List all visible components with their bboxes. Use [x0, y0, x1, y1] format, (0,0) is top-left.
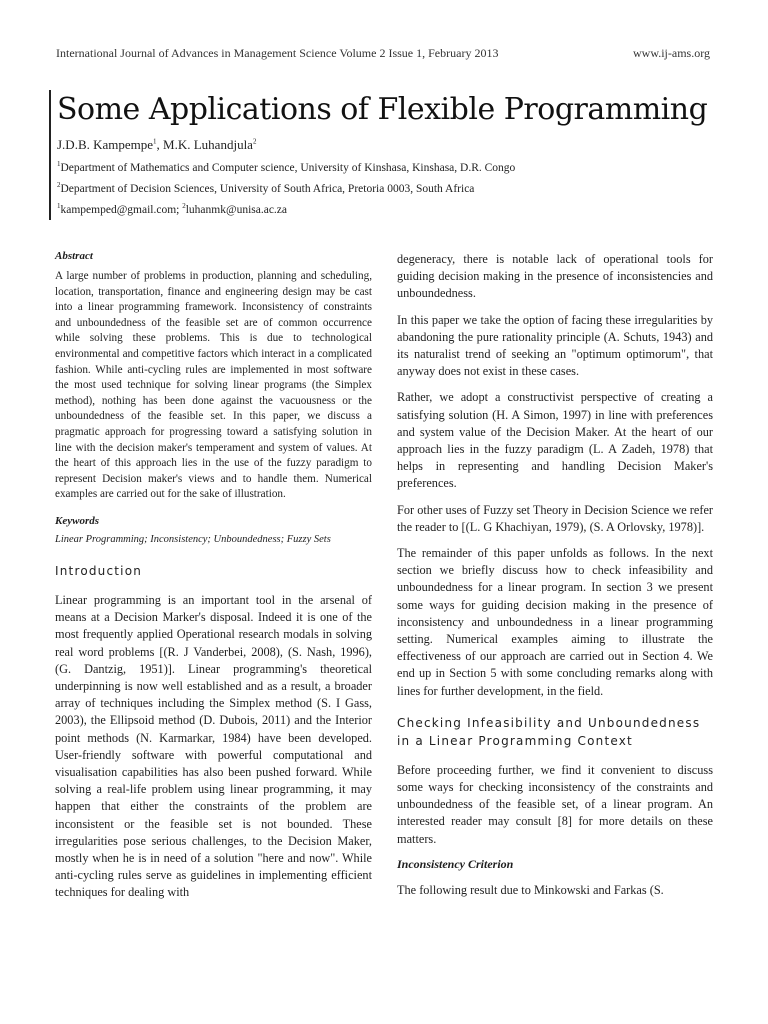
- abstract-text: A large number of problems in production, planning and scheduling, location, transportation, finance and engineering design may be cast into a linear programming framework. Inconsistency of constraints and unboundedness of the feasible set are of common occurrence while solving these problems. This is due to technological environmental and competitive factors which interact in a complicated fashion. While anti-cycling rules are implemented in most software the most used technique for solving linear programs (the Simplex method), nothing has been done against the vacuousness or the unboundedness of the feasible set. In this paper, we discuss a pragmatic approach for progressing toward a satisfying solution in line with the decision maker's temperament and system of values. At the heart of this approach lies in the use of the fuzzy paradigm to represent Decision maker's views and to handle them. Numerical examples are carried out for the sake of illustration.: [55, 270, 372, 501]
- email-1: kampemped@gmail.com;: [60, 204, 183, 216]
- affiliation-1-mark: 1: [57, 160, 61, 169]
- author-1-affil-mark: 1: [153, 137, 157, 146]
- left-column: [55, 250, 372, 911]
- paragraph: The remainder of this paper unfolds as follows. In the next section we briefly discuss how to check infeasibility and unboundedness for a linear program. In section 3 we present some ways for guiding decision making in the presence of inconsistency and unboundedness in a linear programming setting. Numerical examples aiming to illustrate the effectiveness of our approach are carried out in Section 4. We end up in Section 5 with some concluding remarks along with lines for further development, in the field.: [397, 546, 713, 698]
- affiliation-2-text: Department of Decision Sciences, University of South Africa, Pretoria 0003, South Africa: [60, 183, 475, 195]
- affiliation-1-text: Department of Mathematics and Computer science, University of Kinshasa, Kinshasa, D.R. Congo: [60, 162, 516, 174]
- paragraph: For other uses of Fuzzy set Theory in Decision Science we refer the reader to [(L. G Khachiyan, 1979), (S. A Orlovsky, 1978)].: [397, 502, 713, 534]
- journal-website: www.ij-ams.org: [633, 46, 710, 60]
- affiliation-2-mark: 2: [57, 181, 61, 190]
- author-1: J.D.B. Kampempe: [57, 137, 154, 152]
- author-list: [57, 137, 737, 153]
- paper-title: Some Applications of Flexible Programming: [57, 92, 708, 127]
- email-2: luhanmk@unisa.ac.za: [185, 204, 288, 216]
- running-header: [56, 46, 710, 61]
- author-2: , M.K. Luhandjula: [156, 137, 253, 152]
- paragraph: In this paper we take the option of facing these irregularities by abandoning the pure rationality principle (A. Schuts, 1943) and its naturalist trend of seeking an "optimum optimorum", that anyway does not exist in these cases.: [397, 312, 713, 379]
- introduction-paragraph: Linear programming is an important tool in the arsenal of means at a Decision Marker's disposal. Indeed it is one of the most frequently applied Operational research modals in solving real word problems [(R. J Vanderbei, 2008), (S. Nash, 1996), (G. Dantzig, 1951)]. Linear programming's theoretical underpinning is now well established and as a result, a broader array of techniques including the Simplex method (S. I Gass, 2003), the Ellipsoid method (D. Dubois, 2011) and the Interior point methods (N. Karmarkar, 1984) have been developed. User-friendly software with powerful computational and visualisation capabilities has also been pushed forward. While solving a real-life problem using linear programming, it may happen that either the constraints of the problem are inconsistent or the feasible set is not bounded. These irregularities pose serious challenges, to the Decision Maker, mostly when he is in need of a solution "here and now". While anti-cycling rules serve as guidelines in implementing efficient techniques for dealing with: [55, 592, 372, 900]
- subsection-heading: Inconsistency Criterion: [397, 856, 514, 871]
- section-heading: Checking Infeasibility and Unboundedness in a Linear Programming Context: [397, 715, 701, 748]
- paragraph: degeneracy, there is notable lack of operational tools for guiding decision making in the presence of inconsistencies and unboundedness.: [397, 252, 713, 301]
- paragraph: Before proceeding further, we find it convenient to discuss some ways for checking inconsistency of the constraints and unboundedness of the feasible set, of a linear program. An interested reader may consult [8] for more details on these matters.: [397, 762, 713, 846]
- paragraph: Rather, we adopt a constructivist perspective of creating a satisfying solution (H. A Simon, 1997) in line with preferences and system value of the Decision Maker. At the heart of our approach lies in the fuzzy paradigm (L. A Zadeh, 1978) that helps in representing and handling Decision Maker's preferences.: [397, 390, 713, 491]
- keywords-label: Keywords: [55, 514, 99, 527]
- title-block: [49, 90, 737, 220]
- right-column: [397, 251, 713, 908]
- email-2-mark: 2: [182, 202, 186, 211]
- author-emails: [57, 204, 737, 216]
- email-1-mark: 1: [57, 202, 61, 211]
- author-2-affil-mark: 2: [252, 137, 257, 146]
- paragraph: The following result due to Minkowski and Farkas (S.: [397, 882, 664, 897]
- journal-info: International Journal of Advances in Management Science Volume 2 Issue 1, February 2013: [56, 46, 499, 60]
- affiliation-2: [57, 183, 737, 195]
- introduction-heading: Introduction: [55, 563, 143, 578]
- affiliation-1: [57, 162, 737, 174]
- keywords-text: Linear Programming; Inconsistency; Unboundedness; Fuzzy Sets: [55, 533, 331, 545]
- abstract-label: Abstract: [55, 250, 93, 262]
